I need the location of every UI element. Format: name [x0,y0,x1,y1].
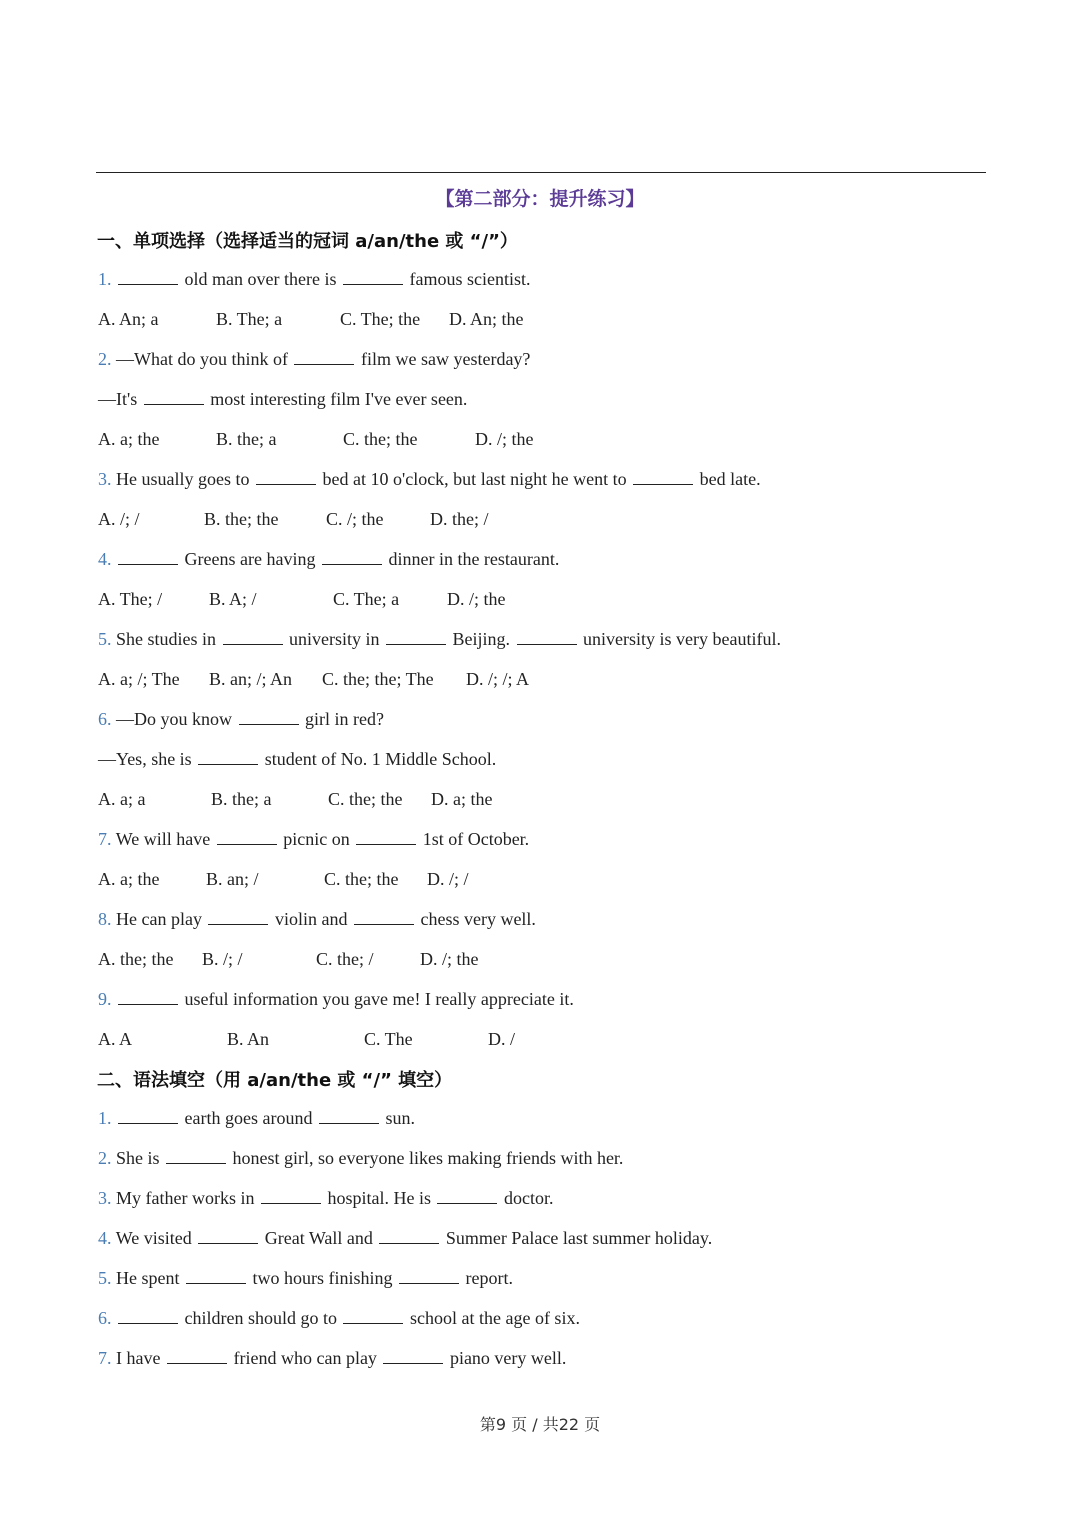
question-text: film we saw yesterday? [360,349,531,369]
answer-blank[interactable] [383,1347,443,1364]
answer-blank[interactable] [399,1267,459,1284]
page-footer: 第9 页 / 共22 页 [479,1415,601,1434]
answer-blank[interactable] [261,1187,321,1204]
question-text: Summer Palace last summer holiday. [445,1228,713,1248]
option-b[interactable]: B. A; / [209,589,257,609]
option-c[interactable]: C. the; the [324,869,399,889]
option-b[interactable]: B. an; /; An [209,669,293,689]
fill-question-1 [98,1107,415,1129]
answer-blank[interactable] [256,468,316,485]
answer-blank[interactable] [118,988,178,1005]
option-b[interactable]: B. /; / [202,949,243,969]
option-d[interactable]: D. /; the [447,589,506,609]
question-1 [98,268,530,290]
question-text: Greens are having [184,549,320,569]
question-number: 2. [98,349,116,369]
question-text: two hours finishing [252,1268,397,1288]
fill-question-5 [98,1267,513,1289]
option-c[interactable]: C. The; a [333,589,400,609]
fill-question-7 [98,1347,566,1369]
question-text: violin and [274,909,352,929]
option-a[interactable]: A. a; the [98,869,160,889]
question-number: 6. [98,1308,116,1328]
answer-blank[interactable] [118,548,178,565]
question-text: —Do you know [116,709,237,729]
fill-question-3 [98,1187,553,1209]
answer-blank[interactable] [217,828,277,845]
question-number: 7. [98,829,116,849]
section2-heading: 二、语法填空（用 a/an/the 或 “/” 填空） [97,1070,453,1091]
fill-question-4 [98,1227,712,1249]
question-text: doctor. [503,1188,554,1208]
question-3 [98,468,761,490]
question-text: bed at 10 o'clock, but last night he went to [322,469,632,489]
question-9 [98,988,574,1010]
fill-question-6 [98,1307,580,1329]
question-text: Beijing. [452,629,515,649]
question-text: She is [116,1148,165,1168]
answer-blank[interactable] [118,1307,178,1324]
question-text: piano very well. [449,1348,567,1368]
question-8 [98,908,536,930]
question-text: 1st of October. [422,829,530,849]
question-text: chess very well. [420,909,536,929]
option-c[interactable]: C. the; / [316,949,374,969]
option-d[interactable]: D. /; the [420,949,479,969]
option-a[interactable]: A. An; a [98,309,159,329]
question-2 [98,348,530,370]
question-text: bed late. [699,469,761,489]
option-a[interactable]: A. a; /; The [98,669,180,689]
option-d[interactable]: D. / [488,1029,515,1049]
answer-blank[interactable] [343,268,403,285]
option-d[interactable]: D. /; the [475,429,534,449]
option-c[interactable]: C. the; the [328,789,403,809]
answer-blank[interactable] [633,468,693,485]
question-text: —What do you think of [116,349,293,369]
option-b[interactable]: B. the; a [211,789,272,809]
question-text: sun. [385,1108,415,1128]
question-text: famous scientist. [409,269,531,289]
option-b[interactable]: B. The; a [216,309,283,329]
answer-blank[interactable] [118,268,178,285]
question-5 [98,628,781,650]
question-number: 1. [98,1108,116,1128]
option-a[interactable]: A. /; / [98,509,140,529]
question-text: I have [116,1348,165,1368]
question-number: 4. [98,1228,116,1248]
answer-blank[interactable] [354,908,414,925]
question-text: university is very beautiful. [583,629,781,649]
question-number: 3. [98,1188,116,1208]
option-b[interactable]: B. an; / [206,869,259,889]
question-text: He spent [116,1268,184,1288]
question-text: We will have [115,829,215,849]
question-text: She studies in [116,629,221,649]
answer-blank[interactable] [186,1267,246,1284]
question-text: university in [289,629,385,649]
question-text: school at the age of six. [409,1308,580,1328]
answer-blank[interactable] [198,1227,258,1244]
question-number: 7. [98,1348,116,1368]
answer-blank[interactable] [517,628,577,645]
question-number: 5. [98,629,116,649]
question-text: earth goes around [184,1108,317,1128]
answer-blank[interactable] [322,548,382,565]
option-c[interactable]: C. The [364,1029,413,1049]
question-4 [98,548,559,570]
question-text: We visited [115,1228,197,1248]
answer-blank[interactable] [437,1187,497,1204]
question-6-reply [98,748,496,770]
option-d[interactable]: D. a; the [431,789,493,809]
question-text: dinner in the restaurant. [388,549,560,569]
question-number: 1. [98,269,116,289]
answer-blank[interactable] [167,1347,227,1364]
option-a[interactable]: A. The; / [98,589,163,609]
question-text: student of No. 1 Middle School. [264,749,497,769]
question-text: girl in red? [305,709,384,729]
answer-blank[interactable] [198,748,258,765]
question-7 [98,828,529,850]
option-b[interactable]: B. An [227,1029,270,1049]
question-number: 3. [98,469,116,489]
option-a[interactable]: A. a; a [98,789,146,809]
option-c[interactable]: C. the; the; The [322,669,434,689]
question-text: He usually goes to [116,469,254,489]
option-b[interactable]: B. the; a [216,429,277,449]
answer-blank[interactable] [294,348,354,365]
option-c[interactable]: C. The; the [340,309,421,329]
question-text: hospital. He is [327,1188,436,1208]
question-text: report. [465,1268,513,1288]
answer-blank[interactable] [166,1147,226,1164]
answer-blank[interactable] [343,1307,403,1324]
answer-blank[interactable] [208,908,268,925]
header-rule [96,172,986,173]
question-text: honest girl, so everyone likes making friends with her. [232,1148,624,1168]
question-number: 8. [98,909,116,929]
answer-blank[interactable] [319,1107,379,1124]
option-c[interactable]: C. /; the [326,509,384,529]
question-text: He can play [116,909,207,929]
question-text: Great Wall and [264,1228,378,1248]
answer-blank[interactable] [239,708,299,725]
question-number: 5. [98,1268,116,1288]
option-a[interactable]: A. A [98,1029,133,1049]
answer-blank[interactable] [118,1107,178,1124]
option-d[interactable]: D. /; /; A [466,669,530,689]
question-2-reply [98,388,467,410]
question-6 [98,708,384,730]
option-d[interactable]: D. /; / [427,869,469,889]
answer-blank[interactable] [386,628,446,645]
question-text: children should go to [184,1308,342,1328]
option-b[interactable]: B. the; the [204,509,279,529]
question-text: My father works in [116,1188,259,1208]
answer-blank[interactable] [144,388,204,405]
option-d[interactable]: D. An; the [449,309,524,329]
answer-blank[interactable] [356,828,416,845]
question-text: —Yes, she is [98,749,197,769]
answer-blank[interactable] [379,1227,439,1244]
question-number: 6. [98,709,116,729]
option-a[interactable]: A. the; the [98,949,174,969]
answer-blank[interactable] [223,628,283,645]
question-number: 2. [98,1148,116,1168]
question-number: 9. [98,989,116,1009]
question-text: —It's [98,389,142,409]
option-a[interactable]: A. a; the [98,429,160,449]
question-text: useful information you gave me! I really appreciate it. [184,989,574,1009]
option-d[interactable]: D. the; / [430,509,489,529]
question-text: friend who can play [233,1348,382,1368]
section1-heading: 一、单项选择（选择适当的冠词 a/an/the 或 “/”） [97,231,518,252]
question-text: most interesting film I've ever seen. [210,389,468,409]
question-text: old man over there is [184,269,341,289]
option-c[interactable]: C. the; the [343,429,418,449]
part-title: 【第二部分：提升练习】 [435,188,645,210]
question-number: 4. [98,549,116,569]
fill-question-2 [98,1147,623,1169]
question-text: picnic on [283,829,355,849]
